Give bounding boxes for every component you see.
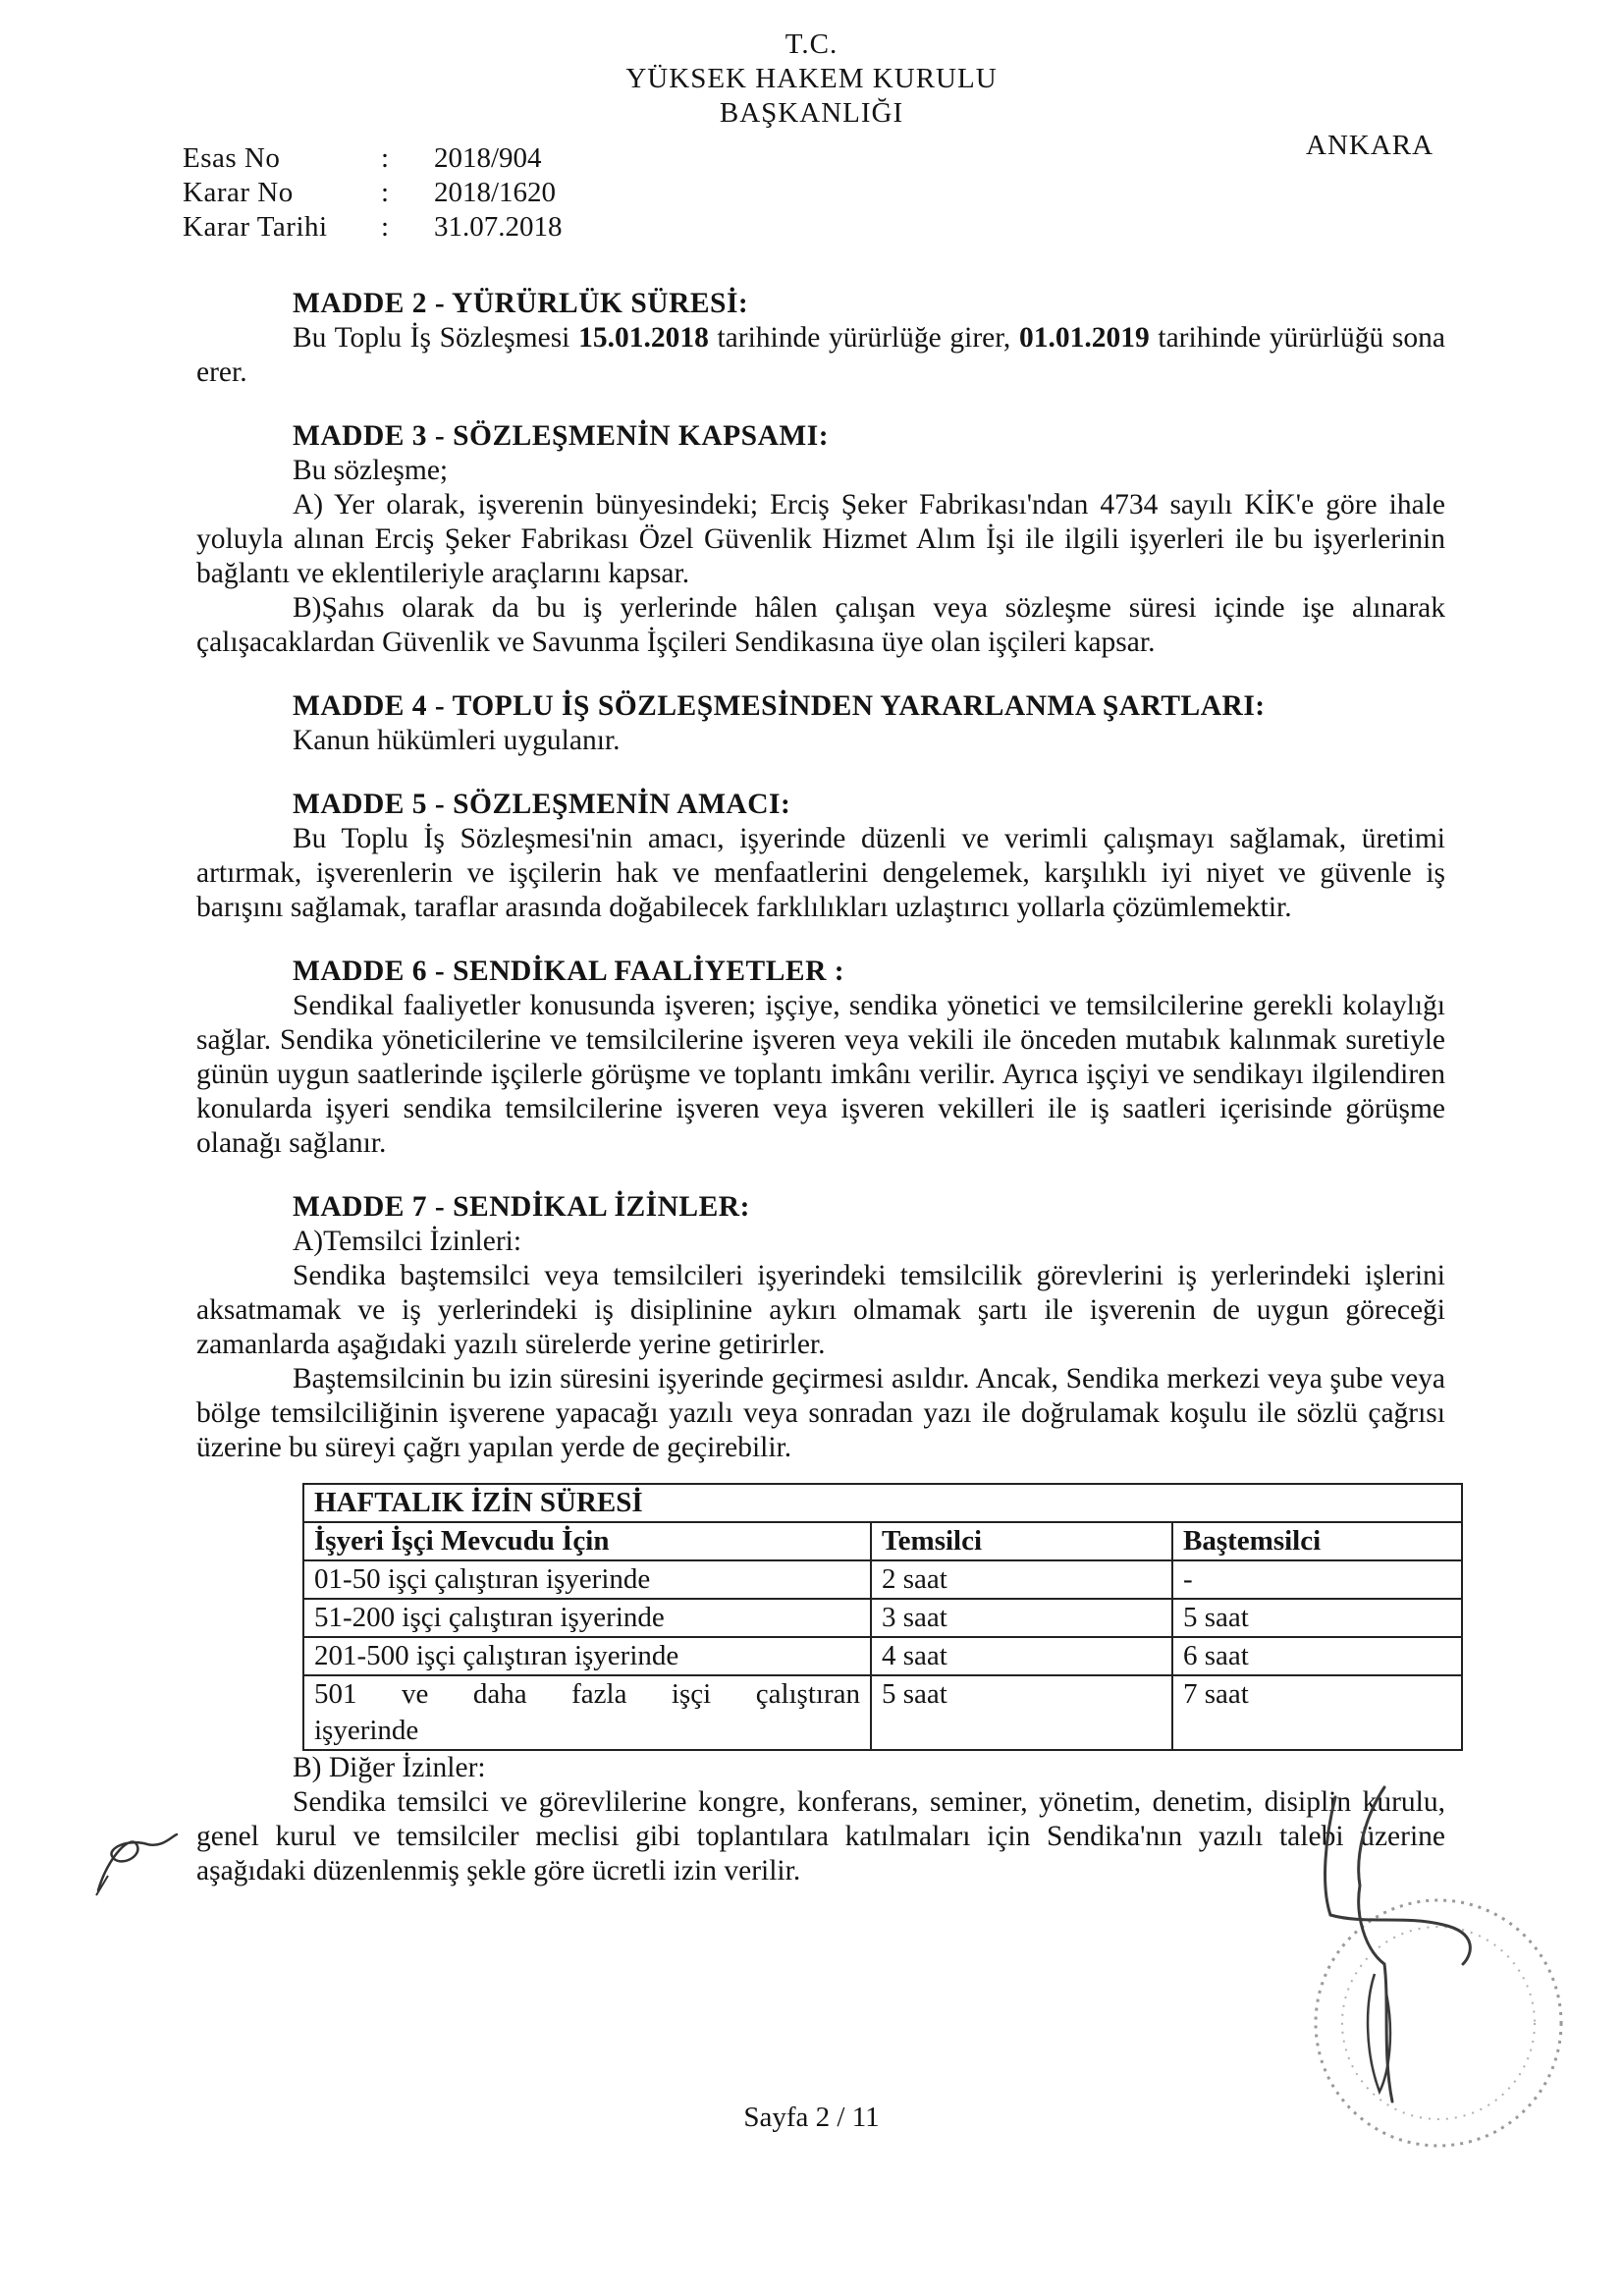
table-row (303, 1675, 1462, 1750)
cell-line: 501 ve daha fazla işçi çalıştıran (314, 1678, 860, 1710)
article-5-title: MADDE 5 - SÖZLEŞMENİN AMACI: (293, 789, 791, 820)
article-7-a-title: A)Temsilci İzinleri: (293, 1226, 522, 1257)
table-cell: 5 saat (871, 1675, 1172, 1750)
article-7-a-p1: Sendika baştemsilci veya temsilcileri işyerindeki temsilcilik görevlerini iş yerlerindeki işlerini aksatmamak ve iş yerlerindeki iş disiplinine aykırı olmamak şartı ile işverenin de uygun göreceği zamanlarda aşağıdaki yazılı sürelerde yerine getirirler. (196, 1260, 1445, 1360)
article-7-b-p1: Sendika temsilci ve görevlilerine kongre, konferans, seminer, yönetim, denetim, disiplin kurulu, genel kurul ve temsilciler meclisi gibi toplantılara katılmaları için Sendika'nın yazılı talebi üzerine aşağıdaki düzenlenmiş şekle göre ücretli izin verilir. (196, 1786, 1445, 1886)
article-6-title: MADDE 6 - SENDİKAL FAALİYETLER : (293, 956, 845, 987)
handwritten-initials (79, 1797, 196, 1915)
col-header-chief-representative: Baştemsilci (1172, 1522, 1462, 1560)
table-header-row (303, 1522, 1462, 1560)
header-presidency: BAŞKANLIĞI (719, 97, 904, 129)
table-title-row (303, 1484, 1462, 1522)
colon: : (381, 177, 390, 208)
article-6-text: Sendikal faaliyetler konusunda işveren; işçiye, sendika yönetici ve temsilcilerine gerekli kolaylığı sağlar. Sendika yöneticilerine ve temsilcilerine işveren veya vekili ile önceden mutabık kalınmak suretiyle günün uygun saatlerinde işçilerle görüşme ve toplantı imkânı verilir. Ayrıca işçiyi ve sendikayı ilgilendiren konularda işyeri sendika temsilcilerine işveren veya işveren vekilleri ile iş saatleri içerisinde görüşme olanağı sağlanır. (196, 990, 1445, 1159)
col-header-representative: Temsilci (871, 1522, 1172, 1560)
page-number: Sayfa 2 / 11 (743, 2102, 880, 2133)
table-row (303, 1637, 1462, 1675)
tarih-row (183, 210, 563, 245)
table-cell: 51-200 işçi çalıştıran işyerinde (303, 1599, 871, 1637)
table-cell: 5 saat (1172, 1599, 1462, 1637)
table-cell: - (1172, 1560, 1462, 1599)
start-date: 15.01.2018 (578, 322, 709, 354)
table-cell: 201-500 işçi çalıştıran işyerinde (303, 1637, 871, 1675)
cell-line: işyerinde (314, 1715, 419, 1746)
article-3-b: B)Şahıs olarak da bu iş yerlerinde hâlen çalışan veya sözleşme süresi içinde işe alınarak çalışacaklardan Güvenlik ve Savunma İşçileri Sendikasına üye olan işçileri kapsar. (196, 592, 1445, 658)
header-city: ANKARA (1306, 130, 1434, 161)
esas-row (183, 141, 563, 176)
karar-value: 2018/1620 (434, 177, 557, 208)
article-2-text: Bu Toplu İş Sözleşmesi 15.01.2018 tarihinde yürürlüğe girer, 01.01.2019 tarihinde yürürlüğü sona erer. (196, 322, 1446, 388)
karar-label: Karar No (183, 177, 294, 208)
article-3-intro: Bu sözleşme; (293, 455, 449, 486)
karar-row (183, 176, 563, 210)
table-cell: 6 saat (1172, 1637, 1462, 1675)
colon: : (381, 142, 390, 174)
esas-label: Esas No (183, 142, 281, 174)
article-3-title: MADDE 3 - SÖZLEŞMENİN KAPSAMI: (293, 420, 830, 452)
esas-value: 2018/904 (434, 142, 542, 174)
case-metadata (183, 141, 563, 245)
article-3-a: A) Yer olarak, işverenin bünyesindeki; Erciş Şeker Fabrikası'ndan 4734 sayılı KİK'e göre ihale yoluyla alınan Erciş Şeker Fabrikası Özel Güvenlik Hizmet Alım İşi ile ilgili işyerleri ile bu işyerlerinin bağlantı ve eklentileriyle araçlarını kapsar. (196, 489, 1445, 589)
document-body (196, 287, 1445, 1888)
article-7-a-p2: Baştemsilcinin bu izin süresini işyerinde geçirmesi asıldır. Ancak, Sendika merkezi veya şube veya bölge temsilciliğinin işverene yapacağı yazılı veya sonradan yazı ile doğrulamak koşulu ile sözlü çağrısı üzerine bu süreyi çağrı yapılan yerde de geçirebilir. (196, 1363, 1445, 1463)
document-header (0, 27, 1623, 131)
article-2-title: MADDE 2 - YÜRÜRLÜK SÜRESİ: (293, 288, 749, 319)
table-cell (303, 1675, 871, 1750)
table-cell: 4 saat (871, 1637, 1172, 1675)
colon: : (381, 211, 390, 243)
article-5-text: Bu Toplu İş Sözleşmesi'nin amacı, işyerinde düzenli ve verimli çalışmayı sağlamak, üretimi artırmak, işverenlerin ve işçilerin hak ve menfaatlerini dengelemek, karşılıklı iyi niyet ve güvenle iş barışını sağlamak, taraflar arasında doğabilecek farklılıkları uzlaştırıcı yollarla çözümlemektir. (196, 823, 1445, 923)
article-4-text: Kanun hükümleri uygulanır. (293, 725, 621, 756)
article-4-title: MADDE 4 - TOPLU İŞ SÖZLEŞMESİNDEN YARARLANMA ŞARTLARI: (293, 690, 1266, 722)
table-cell: 3 saat (871, 1599, 1172, 1637)
weekly-leave-table (302, 1483, 1463, 1751)
header-tc: T.C. (784, 28, 839, 60)
table-cell: 2 saat (871, 1560, 1172, 1599)
end-date: 01.01.2019 (1018, 322, 1150, 354)
article-7-title: MADDE 7 - SENDİKAL İZİNLER: (293, 1191, 750, 1223)
table-cell: 7 saat (1172, 1675, 1462, 1750)
table-cell: 01-50 işçi çalıştıran işyerinde (303, 1560, 871, 1599)
article-7-b-title: B) Diğer İzinler: (293, 1752, 486, 1783)
col-header-workforce: İşyeri İşçi Mevcudu İçin (303, 1522, 871, 1560)
tarih-label: Karar Tarihi (183, 211, 328, 243)
tarih-value: 31.07.2018 (434, 211, 563, 243)
table-title: HAFTALIK İZİN SÜRESİ (303, 1484, 1462, 1522)
header-institution: YÜKSEK HAKEM KURULU (625, 63, 998, 94)
table-row (303, 1599, 1462, 1637)
table-row (303, 1560, 1462, 1599)
